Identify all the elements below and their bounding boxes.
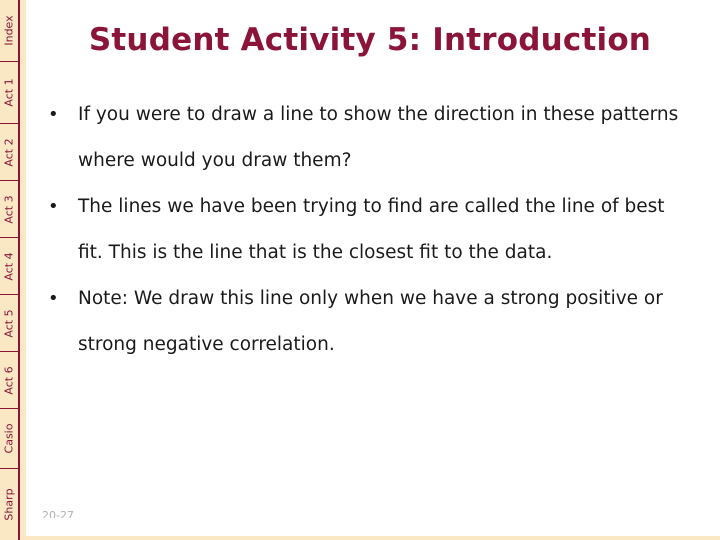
tab-act-5-label: Act 5 <box>2 308 16 338</box>
tab-casio[interactable] <box>0 409 18 469</box>
tab-act-5[interactable] <box>0 295 18 352</box>
tab-act-3[interactable] <box>0 181 18 238</box>
tab-sharp-label: Sharp <box>2 488 16 521</box>
bullet-marker: • <box>48 288 59 309</box>
bullet-item <box>48 184 688 276</box>
slide-number: 20-27 <box>42 509 74 518</box>
bullet-item <box>48 276 688 368</box>
tab-sharp[interactable] <box>0 469 18 540</box>
slide-frame-bottom <box>20 536 720 540</box>
tab-casio-label: Casio <box>2 423 16 454</box>
bullet-marker: • <box>48 196 59 217</box>
bullet-text: If you were to draw a line to show the direction in these patterns where would you draw them? <box>78 104 679 171</box>
sidebar <box>0 0 20 540</box>
bullet-text: Note: We draw this line only when we have a strong positive or strong negative correlation. <box>78 288 663 355</box>
tab-act-1-label: Act 1 <box>2 78 16 107</box>
tab-index[interactable] <box>0 0 18 62</box>
bullet-list <box>48 92 688 368</box>
tab-act-6-label: Act 6 <box>2 365 16 395</box>
tab-act-6[interactable] <box>0 352 18 409</box>
bullet-item <box>48 92 688 184</box>
bullet-marker: • <box>48 104 59 125</box>
tab-act-3-label: Act 3 <box>2 194 16 224</box>
tab-act-1[interactable] <box>0 62 18 124</box>
tab-act-4[interactable] <box>0 238 18 295</box>
tab-act-2[interactable] <box>0 124 18 181</box>
tab-index-label: Index <box>2 15 16 46</box>
tab-act-2-label: Act 2 <box>2 137 16 167</box>
slide-title: Student Activity 5: Introduction <box>88 22 652 58</box>
tab-act-4-label: Act 4 <box>2 251 16 281</box>
bullet-text: The lines we have been trying to find are called the line of best fit. This is the line that is the closest fit to the data. <box>78 196 665 263</box>
